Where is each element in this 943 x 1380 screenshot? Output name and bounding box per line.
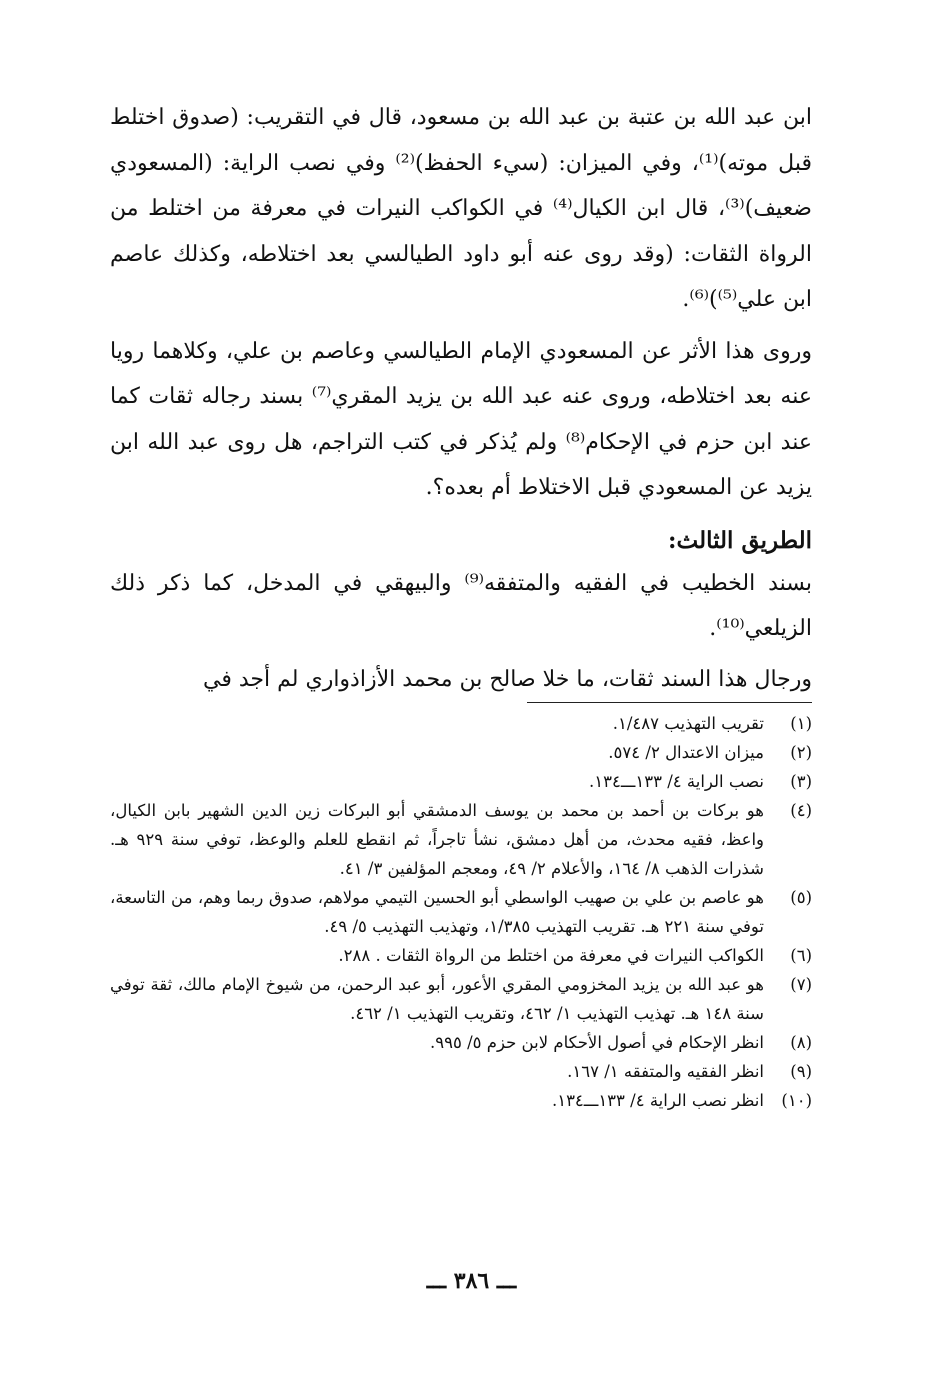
footnote-number: (١٠) [781,1090,812,1110]
footnote-8 [110,1028,812,1057]
footnote-number: (١) [790,713,812,733]
footnote-number: (٨) [790,1032,812,1052]
footnote-3 [110,767,812,796]
footnote-6 [110,941,812,970]
footnote-text: انظر الفقيه والمتفقه ١/ ١٦٧. [567,1061,764,1081]
footnote-text: انظر الإحكام في أصول الأحكام لابن حزم ٥/ ٩٩٥. [430,1032,764,1052]
footnote-text: ميزان الاعتدال ٢/ ٥٧٤. [608,742,764,762]
footnote-number: (٩) [790,1061,812,1081]
footnote-text: انظر نصب الراية ٤/ ١٣٣ـــ١٣٤. [551,1090,764,1110]
page-body [110,95,812,1115]
footnote-text: الكواكب النيرات في معرفة من اختلط من الرواة الثقات . ٢٨٨. [338,945,764,965]
paragraph-1: ابن عبد الله بن عتبة بن عبد الله بن مسعود، قال في التقريب: (صدوق اختلط قبل موته)⁽¹⁾، وفي الميزان: (سيء الحفظ)⁽²⁾ وفي نصب الراية: (المسعودي ضعيف)⁽³⁾، قال ابن الكيال⁽⁴⁾ في الكواكب النيرات في معرفة من اختلط من الرواة الثقات: (وقد روى عنه أبو داود الطيالسي بعد اختلاطه، وكذلك عاصم ابن علي⁽⁵⁾)⁽⁶⁾. [110,105,812,312]
footnote-1 [110,709,812,738]
footnote-number: (٣) [790,771,812,791]
footnote-2 [110,738,812,767]
footnote-9 [110,1057,812,1086]
section-heading: الطريق الثالث: [668,526,812,554]
footnote-text: تقريب التهذيب ١/٤٨٧. [612,713,764,733]
page-number: ـــ ٣٨٦ ـــ [426,1268,517,1294]
paragraph-2: وروى هذا الأثر عن المسعودي الإمام الطيالسي وعاصم بن علي، وكلاهما رويا عنه بعد اختلاطه، وروى عنه عبد الله بن يزيد المقري⁽⁷⁾ بسند رجاله ثقات كما عند ابن حزم في الإحكام⁽⁸⁾ ولم يُذكر في كتب التراجم، هل روى عبد الله ابن يزيد عن المسعودي قبل الاختلاط أم بعده؟. [110,338,812,500]
footnote-7 [110,970,812,1028]
footnote-5 [110,883,812,941]
footnote-number: (٤) [790,800,812,820]
footnote-number: (٢) [790,742,812,762]
footnote-number: (٧) [790,974,812,994]
paragraph-4: ورجال هذا السند ثقات، ما خلا صالح بن محمد الأزاذواري لم أجد في [203,666,812,692]
footnote-10 [110,1086,812,1115]
footnote-number: (٥) [790,887,812,907]
footnote-text: هو بركات بن أحمد بن محمد بن يوسف الدمشقي أبو البركات زين الدين الشهير بابن الكيال، واعظ، فقيه محدث، من أهل دمشق، نشأ تاجراً، ثم انقطع للعلم والوعظ، توفي سنة ٩٢٩ هـ. شذرات الذهب ٨/ ١٦٤، والأعلام ٢/ ٤٩، ومعجم المؤلفين ٣/ ٤١. [110,800,764,878]
footnote-divider [527,702,812,703]
footnotes-list [110,709,812,1115]
paragraph-3: بسند الخطيب في الفقيه والمتفقه⁽⁹⁾ والبيهقي في المدخل، كما ذكر ذلك الزيلعي⁽¹⁰⁾. [110,570,813,641]
footnote-4 [110,796,812,883]
footnote-number: (٦) [790,945,812,965]
footnote-text: نصب الراية ٤/ ١٣٣ـــ١٣٤. [589,771,764,791]
footnote-text: هو عاصم بن علي بن صهيب الواسطي أبو الحسين التيمي مولاهم، صدوق ربما وهم، من التاسعة، توفي سنة ٢٢١ هـ. تقريب التهذيب ١/٣٨٥، وتهذيب التهذيب ٥/ ٤٩. [110,887,764,936]
footnote-text: هو عبد الله بن يزيد المخزومي المقري الأعور، أبو عبد الرحمن، من شيوخ الإمام مالك، ثقة توفي سنة ١٤٨ هـ. تهذيب التهذيب ١/ ٤٦٢، وتقريب التهذيب ١/ ٤٦٢. [110,974,764,1023]
